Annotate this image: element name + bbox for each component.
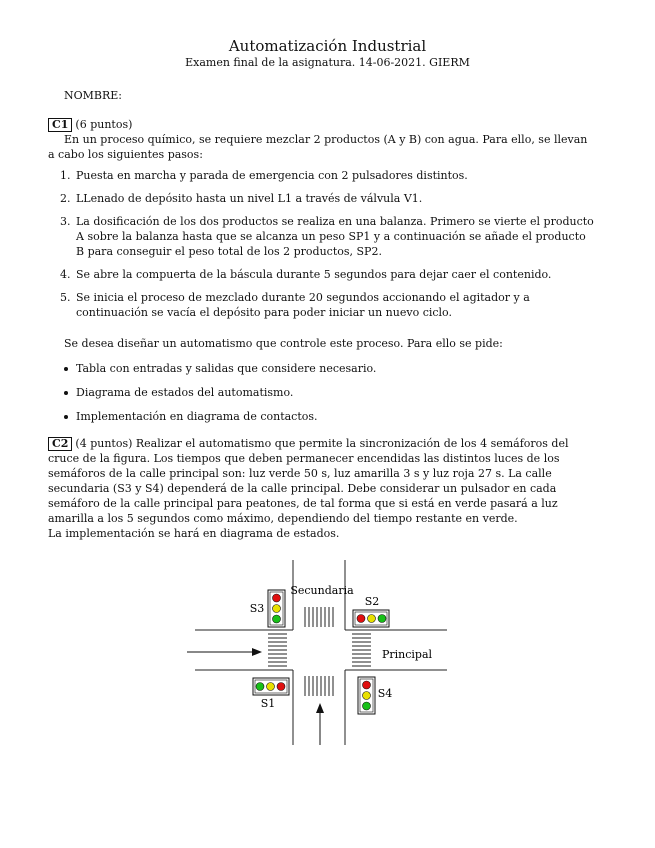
c2-label: C2: [48, 437, 72, 451]
step-text: La dosificación de los dos productos se realiza en una balanza. Primero se vierte el producto A sobre la balanza hasta que se alcanza un peso SP1 y a continuación se añade el producto B para conseguir el peso total de los 2 productos, SP2.: [76, 215, 594, 258]
crosswalk-left: [268, 634, 287, 666]
traffic-light-s1: [253, 678, 289, 695]
c2-implementation: La implementación se hará en diagrama de estados.: [48, 527, 340, 540]
traffic-light-s3: [268, 590, 285, 627]
c1-label: C1: [48, 118, 72, 132]
bullet-text: Implementación en diagrama de contactos.: [76, 410, 318, 423]
c1-points: (6 puntos): [75, 118, 133, 131]
step-number: 4.: [60, 268, 71, 281]
yellow-light-icon: [368, 615, 376, 623]
step-number: 3.: [60, 215, 71, 228]
red-light-icon: [363, 681, 371, 689]
crosswalk-bottom: [305, 676, 333, 696]
c1-request: Se desea diseñar un automatismo que controle este proceso. Para ello se pide:: [64, 337, 503, 350]
crosswalk-right: [352, 634, 371, 666]
nombre-label: NOMBRE:: [64, 89, 123, 102]
red-light-icon: [277, 683, 285, 691]
step-number: 5.: [60, 291, 71, 304]
arrow-secondary-north-icon: [316, 703, 324, 745]
red-light-icon: [273, 594, 281, 602]
step-text: Se abre la compuerta de la báscula durante 5 segundos para dejar caer el contenido.: [76, 268, 552, 281]
traffic-light-s4: [358, 677, 375, 714]
traffic-light-s2: [353, 610, 389, 627]
step-text: LLenado de depósito hasta un nivel L1 a través de válvula V1.: [76, 192, 423, 205]
label-principal: Principal: [381, 648, 433, 661]
c2-text: (4 puntos) Realizar el automatismo que permite la sincronización de los 4 semáforos del cruce de la figura. Los tiempos que deben permanecer encendidas las distintos luces de los semáforos de la calle principal son: luz verde 50 s, luz amarilla 3 s y luz roja 27 s. La calle secundaria (S3 y S4) dependerá de la calle principal. Debe considerar un pulsador en cada semáforo de la calle principal para peatones, de tal forma que si está en verde pasará a luz amarilla a los 5 segundos como máximo, dependiendo del tiempo restante en verde.: [48, 437, 569, 525]
page-subtitle: Examen final de la asignatura. 14-06-2021. GIERM: [185, 56, 470, 69]
step-number: 2.: [60, 192, 71, 205]
step-number: 1.: [60, 169, 71, 182]
crosswalk-top: [305, 607, 333, 627]
green-light-icon: [378, 615, 386, 623]
step-text: Puesta en marcha y parada de emergencia con 2 pulsadores distintos.: [76, 169, 468, 182]
arrow-main-east-icon: [187, 648, 262, 656]
bullet-text: Diagrama de estados del automatismo.: [76, 386, 294, 399]
red-light-icon: [357, 615, 365, 623]
green-light-icon: [256, 683, 264, 691]
green-light-icon: [273, 615, 281, 623]
label-s2: S2: [364, 595, 380, 608]
yellow-light-icon: [267, 683, 275, 691]
yellow-light-icon: [363, 692, 371, 700]
green-light-icon: [363, 702, 371, 710]
c1-intro: En un proceso químico, se requiere mezclar 2 productos (A y B) con agua. Para ello, se llevan a cabo los siguientes pasos:: [48, 133, 588, 161]
label-s4: S4: [377, 687, 393, 700]
bullet-text: Tabla con entradas y salidas que considere necesario.: [76, 362, 377, 375]
label-secundaria: Secundaria: [290, 584, 354, 597]
page-title: Automatización Industrial: [228, 37, 427, 55]
label-s3: S3: [249, 602, 265, 615]
step-text: Se inicia el proceso de mezclado durante 20 segundos accionando el agitador y a continuación se vacía el depósito para poder iniciar un nuevo ciclo.: [76, 291, 530, 319]
yellow-light-icon: [273, 605, 281, 613]
label-s1: S1: [260, 697, 276, 710]
